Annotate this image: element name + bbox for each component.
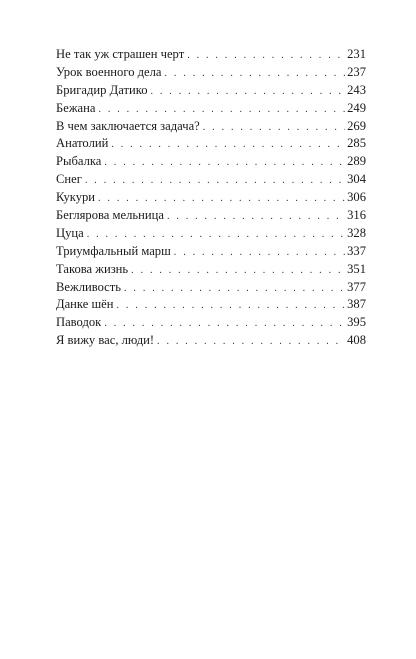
toc-entry-page: 243 — [347, 82, 366, 97]
dot-leader — [124, 280, 345, 298]
dot-leader — [157, 333, 345, 351]
dot-leader — [174, 244, 345, 262]
toc-entry-title: Триумфальный марш — [56, 243, 171, 258]
toc-entry-title: Вежливость — [56, 279, 122, 294]
dot-leader — [187, 47, 345, 65]
toc-entry-title: Такова жизнь — [56, 261, 129, 276]
toc-entry — [56, 189, 366, 207]
dot-leader — [151, 83, 346, 101]
toc-entry-page: 304 — [347, 172, 366, 187]
toc-entry-title: Паводок — [56, 315, 102, 330]
dot-leader — [104, 154, 345, 172]
toc-entry-title: Беглярова мельница — [56, 208, 164, 223]
dot-leader — [203, 119, 345, 137]
toc-entry — [56, 153, 366, 171]
dot-leader — [98, 190, 345, 208]
toc-entry-page: 269 — [347, 118, 366, 133]
toc-entry — [56, 279, 366, 297]
toc-entry — [56, 296, 366, 314]
toc-entry — [56, 135, 366, 153]
toc-entry — [56, 82, 366, 100]
toc-entry-title: Урок военного дела — [56, 64, 162, 79]
toc-entry-page: 249 — [347, 100, 366, 115]
dot-leader — [104, 315, 345, 333]
toc-entry-page: 237 — [347, 64, 366, 79]
toc-entry — [56, 243, 366, 261]
toc-entry-title: Бежана — [56, 100, 96, 115]
dot-leader — [117, 297, 346, 315]
toc-entry-page: 395 — [347, 315, 366, 330]
dot-leader — [85, 172, 345, 190]
toc-entry-title: Я вижу вас, люди! — [56, 333, 155, 348]
toc-entry-title: В чем заключается задача? — [56, 118, 200, 133]
toc-entry-title: Цуца — [56, 225, 84, 240]
dot-leader — [87, 226, 345, 244]
toc-entry-title: Рыбалка — [56, 154, 102, 169]
toc-entry — [56, 171, 366, 189]
toc-entry-page: 351 — [347, 261, 366, 276]
toc-entry — [56, 314, 366, 332]
toc-entry — [56, 100, 366, 118]
toc-entry-title: Анатолий — [56, 136, 109, 151]
toc-entry-page: 337 — [347, 243, 366, 258]
toc-entry-page: 285 — [347, 136, 366, 151]
toc-entry — [56, 64, 366, 82]
toc-entry — [56, 207, 366, 225]
toc-entry — [56, 261, 366, 279]
dot-leader — [131, 262, 345, 280]
toc-entry-title: Бригадир Датико — [56, 82, 148, 97]
toc-entry-title: Кукури — [56, 190, 96, 205]
toc-entry-page: 306 — [347, 190, 366, 205]
toc-entry-title: Данке шён — [56, 297, 114, 312]
toc-entry — [56, 332, 366, 350]
dot-leader — [111, 136, 345, 154]
dot-leader — [167, 208, 345, 226]
toc-entry-title: Не так уж страшен черт — [56, 47, 185, 61]
toc-entry-page: 387 — [347, 297, 366, 312]
toc-entry-page: 328 — [347, 225, 366, 240]
toc-entry-page: 289 — [347, 154, 366, 169]
toc-entry — [56, 46, 366, 64]
dot-leader — [98, 101, 345, 119]
toc-entry-title: Снег — [56, 172, 82, 187]
toc-entry — [56, 225, 366, 243]
dot-leader — [165, 65, 346, 83]
toc-entry-page: 316 — [347, 208, 366, 223]
toc-entry-page: 231 — [347, 47, 366, 61]
table-of-contents — [56, 46, 366, 350]
toc-entry-page: 377 — [347, 279, 366, 294]
toc-entry — [56, 118, 366, 136]
toc-entry-page: 408 — [347, 333, 366, 348]
